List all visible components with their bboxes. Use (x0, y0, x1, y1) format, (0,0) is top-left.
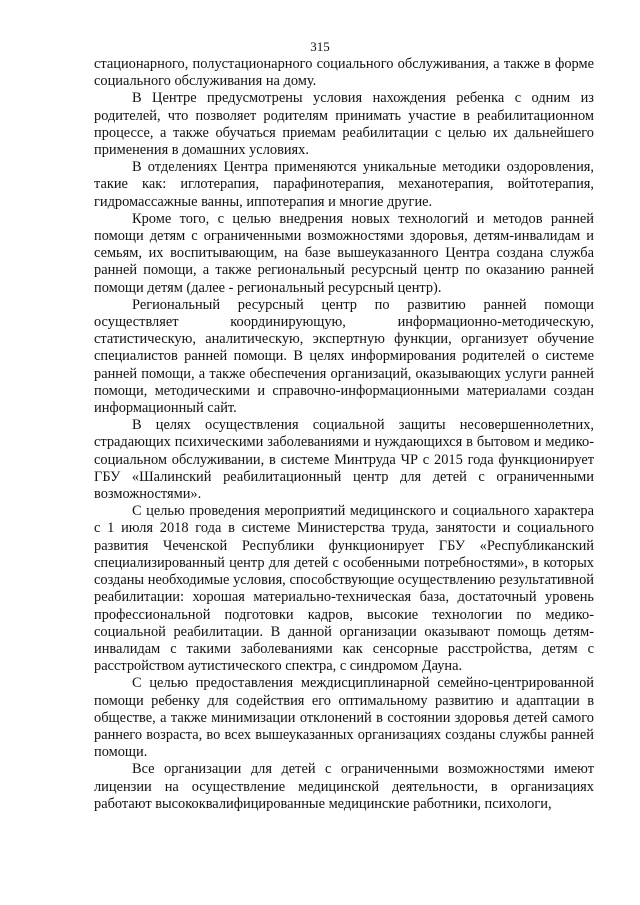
paragraph-5: Региональный ресурсный центр по развитию ранней помощи осуществляет координирующую, информационно-методическую, статистическую, аналитическую, экспертную функции, организует обучение специалистов ранней помощи. В целях информирования родителей о системе ранней помощи, а также обеспечения организаций, оказывающих услуги ранней помощи, методическими и справочно-информационными материалами создан информационный сайт. (94, 296, 594, 417)
paragraph-8: С целью предоставления междисциплинарной семейно-центрированной помощи ребенку для содействия его оптимальному развитию и адаптации в обществе, а также минимизации отклонений в состоянии здоровья детей самого раннего возраста, во всех вышеуказанных организациях созданы службы ранней помощи. (94, 675, 594, 761)
body-text (94, 56, 594, 813)
paragraph-9: Все организации для детей с ограниченными возможностями имеют лицензии на осуществление медицинской деятельности, в организациях работают высококвалифицированные медицинские работники, психологи, (94, 761, 594, 812)
paragraph-4: Кроме того, с целью внедрения новых технологий и методов ранней помощи детям с ограниченными возможностями здоровья, детям-инвалидам и семьям, их воспитывающим, на базе вышеуказанного Центра создана служба ранней помощи, а также региональный ресурсный центр по оказанию ранней помощи детям (далее - региональный ресурсный центр). (94, 210, 594, 296)
page-number: 315 (310, 39, 330, 54)
paragraph-1: стационарного, полустационарного социального обслуживания, а также в форме социального обслуживания на дому. (94, 56, 594, 90)
paragraph-2: В Центре предусмотрены условия нахождения ребенка с одним из родителей, что позволяет родителям принимать участие в реабилитационном процессе, а также обучаться приемам реабилитации с целью их дальнейшего применения в домашних условиях. (94, 90, 594, 159)
paragraph-7: С целью проведения мероприятий медицинского и социального характера с 1 июля 2018 года в системе Министерства труда, занятости и социального развития Чеченской Республики функционирует ГБУ «Республиканский специализированный центр для детей с особенными потребностями», в которых созданы необходимые условия, способствующие осуществлению результативной реабилитации: хорошая материально-техническая база, достаточный уровень профессиональной подготовки кадров, высокие технологии по медико-социальной реабилитации. В данной организации оказывают помощь детям-инвалидам с такими заболеваниями как сенсорные расстройства, детям с расстройством аутистического спектра, с синдромом Дауна. (94, 503, 594, 675)
paragraph-6: В целях осуществления социальной защиты несовершеннолетних, страдающих психическими заболеваниями и нуждающихся в бытовом и медико-социальном обслуживании, в системе Минтруда ЧР с 2015 года функционирует ГБУ «Шалинский реабилитационный центр для детей с ограниченными возможностями». (94, 417, 594, 503)
paragraph-3: В отделениях Центра применяются уникальные методики оздоровления, такие как: иглотерапия, парафинотерапия, механотерапия, войтотерапия, гидромассажные ванны, иппотерапия и многие другие. (94, 159, 594, 210)
